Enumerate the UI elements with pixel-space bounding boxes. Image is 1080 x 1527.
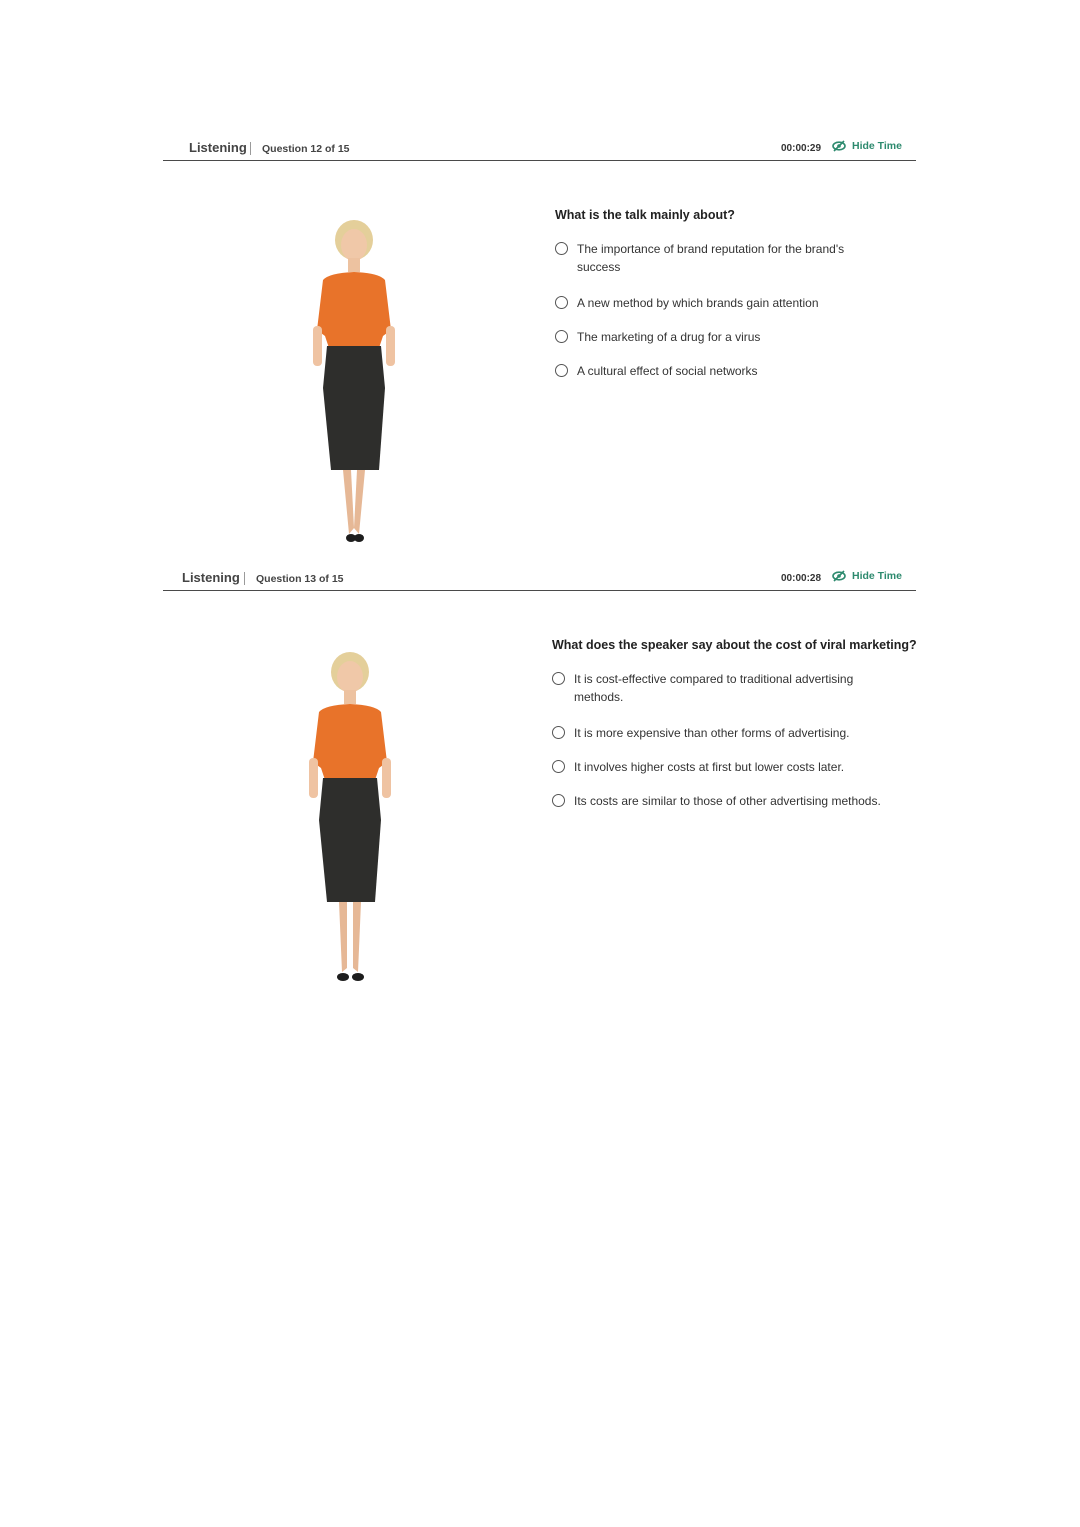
option-label: It is cost-effective compared to traditional advertising methods. (574, 672, 854, 704)
eye-slash-icon (832, 570, 846, 582)
question-area (555, 208, 917, 398)
speaker-figure (295, 650, 405, 980)
answer-option-4[interactable] (552, 794, 914, 810)
header-divider (244, 572, 245, 585)
answer-options (555, 242, 917, 380)
top-bar (163, 136, 916, 161)
eye-slash-icon (832, 140, 846, 152)
hide-time-label: Hide Time (852, 570, 902, 582)
answer-option-1[interactable] (555, 242, 917, 276)
option-label: A cultural effect of social networks (577, 364, 758, 378)
answer-option-3[interactable] (552, 760, 914, 776)
option-label: It is more expensive than other forms of advertising. (574, 726, 850, 740)
question-screen-12 (163, 136, 916, 378)
radio-icon[interactable] (552, 672, 565, 685)
top-bar (163, 566, 916, 591)
question-screen-13 (163, 566, 917, 808)
header-divider (250, 142, 251, 155)
radio-icon[interactable] (555, 330, 568, 343)
timer: 00:00:29 (781, 143, 822, 154)
answer-option-2[interactable] (552, 726, 914, 742)
question-text: What is the talk mainly about? (555, 208, 735, 222)
question-counter: Question 12 of 15 (262, 143, 350, 155)
hide-time-button[interactable] (832, 140, 902, 152)
section-name: Listening (182, 570, 240, 585)
radio-icon[interactable] (555, 242, 568, 255)
hide-time-label: Hide Time (852, 140, 902, 152)
radio-icon[interactable] (552, 760, 565, 773)
speaker-figure (299, 218, 409, 548)
answer-option-3[interactable] (555, 330, 917, 346)
option-label: Its costs are similar to those of other advertising methods. (574, 794, 881, 808)
section-name: Listening (189, 140, 247, 155)
timer: 00:00:28 (781, 573, 822, 584)
radio-icon[interactable] (552, 726, 565, 739)
answer-option-2[interactable] (555, 296, 917, 312)
radio-icon[interactable] (552, 794, 565, 807)
hide-time-button[interactable] (832, 570, 902, 582)
radio-icon[interactable] (555, 364, 568, 377)
radio-icon[interactable] (555, 296, 568, 309)
question-counter: Question 13 of 15 (256, 573, 344, 585)
option-label: It involves higher costs at first but lower costs later. (574, 760, 845, 774)
answer-option-4[interactable] (555, 364, 917, 380)
option-label: A new method by which brands gain attention (577, 296, 819, 310)
question-text: What does the speaker say about the cost of viral marketing? (552, 638, 917, 652)
answer-options (552, 672, 914, 810)
option-label: The marketing of a drug for a virus (577, 330, 761, 344)
answer-option-1[interactable] (552, 672, 914, 706)
option-label: The importance of brand reputation for the brand's success (577, 242, 845, 274)
question-area (552, 638, 917, 828)
